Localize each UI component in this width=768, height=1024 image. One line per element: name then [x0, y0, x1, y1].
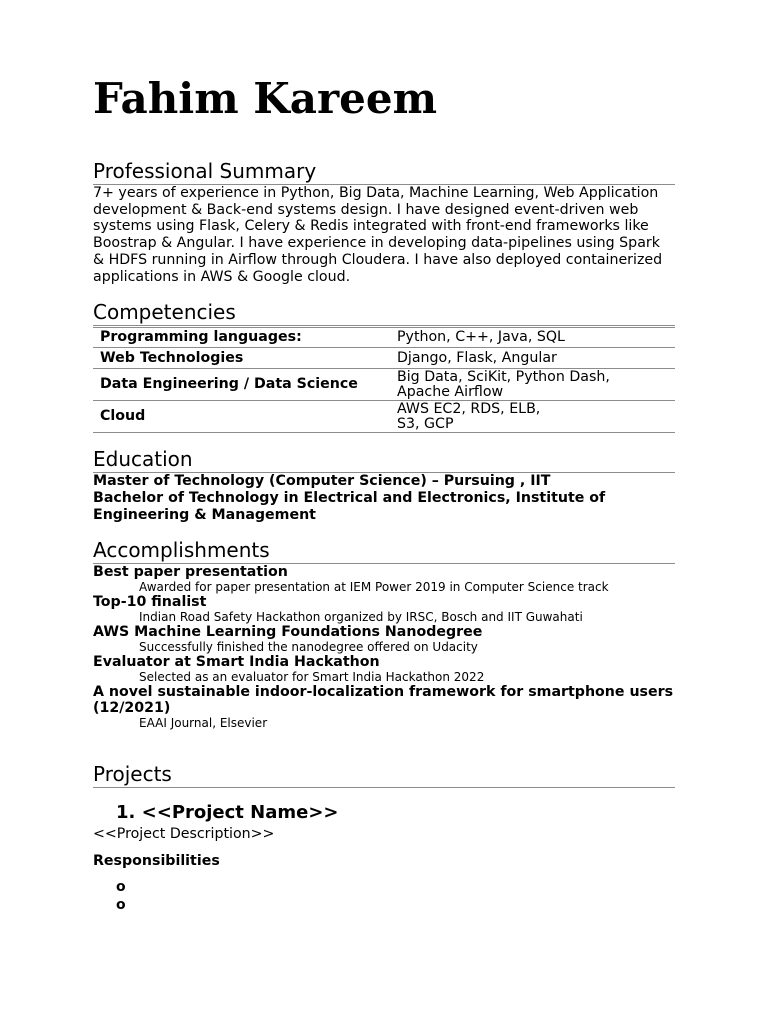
education-item: Master of Technology (Computer Science) – Pursuing , IIT	[93, 473, 551, 489]
list-item	[93, 684, 675, 730]
accomplishment-title: Top-10 finalist	[93, 594, 207, 610]
section-title-education: Education	[93, 446, 675, 473]
table-row	[93, 327, 675, 348]
table-row	[93, 369, 675, 401]
competency-key: Cloud	[93, 401, 383, 433]
accomplishment-title: Evaluator at Smart India Hackathon	[93, 654, 380, 670]
list-item	[93, 654, 675, 684]
accomplishments-list	[93, 564, 675, 730]
competency-value: Django, Flask, Angular	[383, 348, 675, 369]
bullet-marker: o	[116, 879, 126, 895]
competency-value: AWS EC2, RDS, ELB, S3, GCP	[383, 401, 675, 433]
accomplishment-title: A novel sustainable indoor-localization framework for smartphone users (12/2021)	[93, 684, 674, 716]
competency-key: Data Engineering / Data Science	[93, 369, 383, 401]
list-item	[93, 594, 675, 624]
summary-text: 7+ years of experience in Python, Big Data, Machine Learning, Web Application development & Back-end systems design. I have designed event-driven web systems using Flask, Celery & Redis integrated with front-end frameworks like Boostrap & Angular. I have experience in developing data-pipelines using Spark & HDFS running in Airflow through Cloudera. I have also deployed containerized applications in AWS & Google cloud.	[93, 185, 663, 285]
list-item	[93, 624, 675, 654]
section-title-competencies: Competencies	[93, 299, 675, 326]
bullet-marker: o	[116, 897, 126, 913]
project-name: <<Project Name>>	[141, 802, 339, 823]
accomplishment-detail: Indian Road Safety Hackathon organized by IRSC, Bosch and IIT Guwahati	[139, 610, 583, 624]
competency-value: Python, C++, Java, SQL	[383, 327, 675, 348]
competency-key: Programming languages:	[93, 327, 383, 348]
competency-value: Big Data, SciKit, Python Dash, Apache Airflow	[383, 369, 675, 401]
accomplishment-title: AWS Machine Learning Foundations Nanodegree	[93, 624, 483, 640]
list-item	[93, 564, 675, 594]
accomplishment-detail: Awarded for paper presentation at IEM Power 2019 in Computer Science track	[139, 580, 609, 594]
table-row	[93, 401, 675, 433]
section-title-summary: Professional Summary	[93, 158, 675, 185]
project-name-heading	[116, 802, 339, 823]
competency-key: Web Technologies	[93, 348, 383, 369]
responsibilities-label: Responsibilities	[93, 853, 220, 869]
education-item: Bachelor of Technology in Electrical and Electronics, Institute of Engineering & Management	[93, 490, 606, 523]
section-title-projects: Projects	[93, 761, 675, 788]
accomplishment-title: Best paper presentation	[93, 564, 288, 580]
candidate-name: Fahim Kareem	[93, 74, 438, 123]
table-row	[93, 348, 675, 369]
project-description: <<Project Description>>	[93, 826, 275, 842]
accomplishment-detail: Successfully finished the nanodegree offered on Udacity	[139, 640, 478, 654]
education-list	[93, 473, 675, 524]
project-number: 1.	[116, 802, 136, 823]
accomplishment-detail: EAAI Journal, Elsevier	[139, 716, 268, 730]
accomplishment-detail: Selected as an evaluator for Smart India Hackathon 2022	[139, 670, 485, 684]
competencies-table	[93, 325, 675, 433]
section-title-accomplishments: Accomplishments	[93, 537, 675, 564]
